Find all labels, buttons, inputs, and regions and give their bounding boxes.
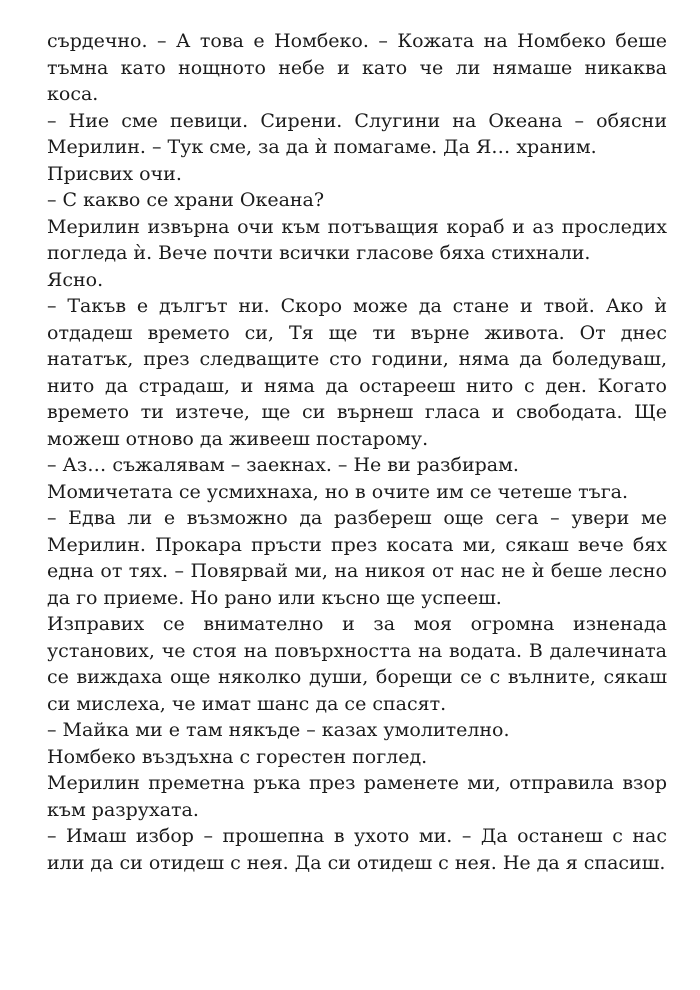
paragraph-4: – С какво се храни Океана? xyxy=(47,189,325,211)
paragraph-9: Момичетата се усмихнаха, но в очите им се четеше тъга. xyxy=(47,480,629,503)
paragraph-14: Мерилин преметна ръка през раменете ми, отправила взор към разрухата. xyxy=(47,772,667,821)
paragraph-12: – Майка ми е там някъде – казах умолително. xyxy=(47,719,510,741)
paragraph-1: сърдечно. – А това е Номбеко. – Кожата на Номбеко беше тъмна като нощното небе и като че ли нямаше никаква коса. xyxy=(47,30,667,105)
paragraph-7: – Такъв е дългът ни. Скоро може да стане и твой. Ако ѝ отдадеш времето си, Тя ще ти върне живота. От днес нататък, през следващите сто години, няма да боледуваш, нито да страдаш, и няма да остарееш нито с ден. Когато времето ти изтече, ще си върнеш гласа и свободата. Ще можеш отново да живееш постарому. xyxy=(47,295,667,450)
paragraph-11: Изправих се внимателно и за моя огромна изненада установих, че стоя на повърхността на водата. В далечината се виждаха още няколко души, борещи се с вълните, сякаш си мислеха, че имат шанс да се спасят. xyxy=(47,613,667,715)
paragraph-10: – Едва ли е възможно да разбереш още сега – увери ме Мерилин. Прокара пръсти през косата ми, сякаш вече бях една от тях. – Повярвай ми, на никоя от нас не ѝ беше лесно да го приеме. Но рано или късно ще успееш. xyxy=(47,507,667,609)
paragraph-8: – Аз… съжалявам – заекнах. – Не ви разбирам. xyxy=(47,454,519,476)
paragraph-13: Номбеко въздъхна с горестен поглед. xyxy=(47,745,428,768)
paragraph-2: – Ние сме певици. Сирени. Слугини на Океана – обясни Мерилин. – Тук сме, за да ѝ помагаме. Да Я… храним. xyxy=(47,109,667,158)
paragraph-15: – Имаш избор – прошепна в ухото ми. – Да останеш с нас или да си отидеш с нея. Да си отидеш с нея. Не да я спасиш. xyxy=(47,825,667,874)
paragraph-3: Присвих очи. xyxy=(47,162,182,185)
paragraph-5: Мерилин извърна очи към потъващия кораб и аз проследих погледа ѝ. Вече почти всички гласове бяха стихнали. xyxy=(47,215,667,264)
paragraph-6: Ясно. xyxy=(47,268,104,291)
